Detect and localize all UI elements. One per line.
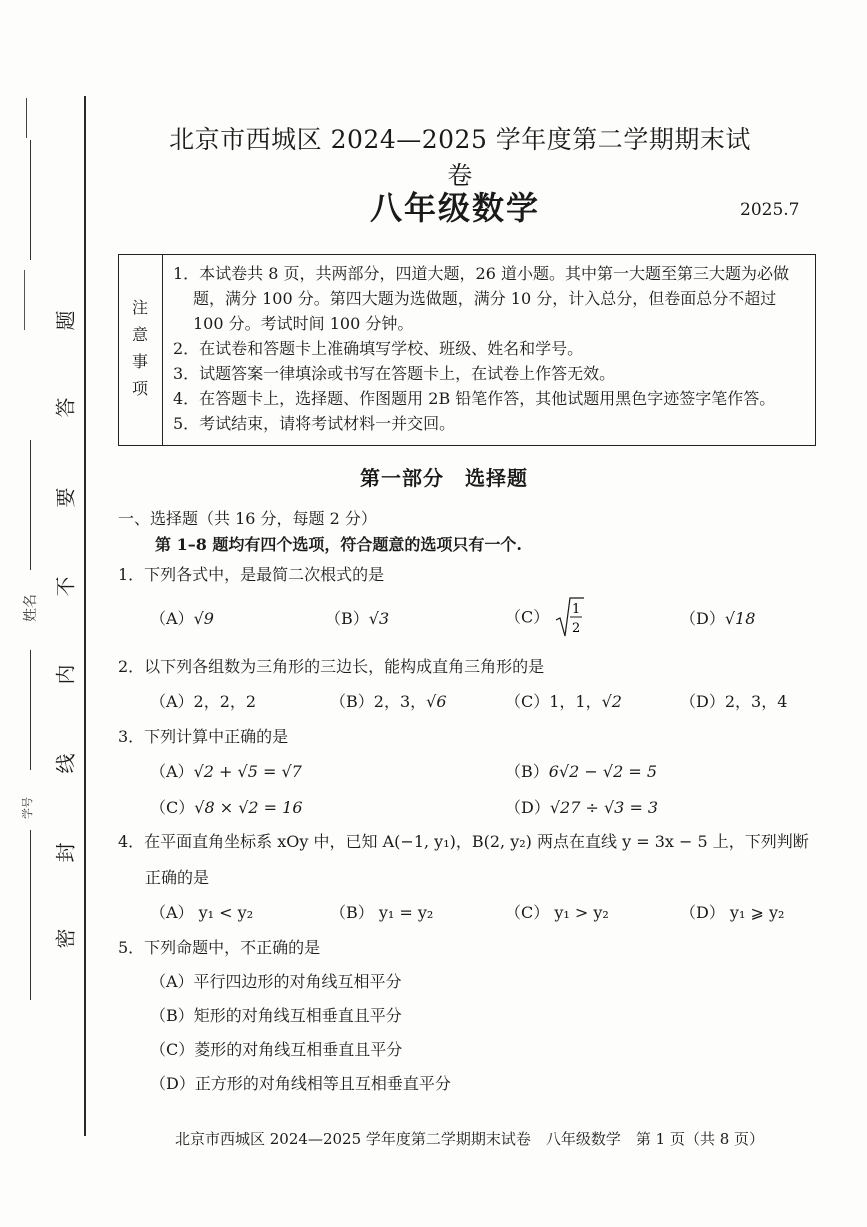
q4-option-a: （A） y₁ < y₂	[150, 903, 254, 922]
section-heading: 一、选择题（共 16 分，每题 2 分）	[118, 509, 377, 528]
seal-char: 密	[53, 928, 78, 949]
q3-option-a: （A）√2 + √5 = √7	[150, 762, 302, 781]
option-label: （D）	[505, 798, 550, 817]
notes-list	[173, 261, 809, 436]
seal-char: 题	[53, 310, 78, 331]
binding-tick	[24, 270, 25, 330]
seal-char: 封	[53, 842, 78, 863]
note-item: 2．在试卷和答题卡上准确填写学校、班级、姓名和学号。	[173, 339, 584, 358]
q3-option-c: （C）√8 × √2 = 16	[150, 798, 303, 817]
note-item: 5．考试结束，请将考试材料一并交回。	[173, 414, 456, 433]
q1-option-d: （D）√18	[680, 609, 756, 628]
notes-box	[118, 254, 816, 446]
note-item: 1．本试卷共 8 页，共两部分，四道大题，26 道小题。其中第一大题至第三大题为必做题，满分 100 分。第四大题为选做题，满分 10 分，计入总分，但卷面总分不超过 100 分。考试时间 100 分钟。	[173, 264, 789, 333]
q5-option-b: （B）矩形的对角线互相垂直且平分	[150, 1006, 402, 1025]
page-footer: 北京市西城区 2024—2025 学年度第二学期期末试卷 八年级数学 第 1 页（共 8 页）	[175, 1130, 765, 1148]
name-label: 姓名	[23, 594, 39, 622]
q5-stem: 5．下列命题中，不正确的是	[118, 938, 321, 957]
q5-option-a: （A）平行四边形的对角线互相平分	[150, 972, 402, 991]
q5-option-d: （D）正方形的对角线相等且互相垂直平分	[150, 1074, 451, 1093]
binding-line	[84, 96, 86, 1136]
q1-option-c	[505, 596, 584, 640]
side-rule	[30, 140, 31, 260]
q2-stem: 2．以下列各组数为三角形的三边长，能构成直角三角形的是	[118, 657, 545, 676]
option-label: （B）	[505, 762, 549, 781]
q1-stem: 1．下列各式中，是最简二次根式的是	[118, 565, 385, 584]
side-rule	[30, 650, 31, 770]
q2-option-b: （B）2，3，√6	[330, 692, 447, 711]
notes-heading	[119, 255, 163, 445]
subject-title: 八年级数学	[370, 189, 541, 227]
option-label: （B）2，3，	[330, 692, 427, 711]
exam-date: 2025.7	[740, 200, 800, 220]
q3-option-b: （B）6√2 − √2 = 5	[505, 762, 658, 781]
seal-char: 不	[53, 576, 78, 597]
seal-char: 答	[53, 397, 78, 418]
q4-option-d: （D） y₁ ⩾ y₂	[680, 903, 785, 922]
seal-char: 内	[53, 664, 78, 685]
section-instruction: 第 1–8 题均有四个选项，符合题意的选项只有一个.	[155, 535, 522, 554]
svg-text:2: 2	[572, 621, 581, 636]
option-label: （C）	[505, 607, 550, 627]
q4-stem: 4．在平面直角坐标系 xOy 中，已知 A(−1, y₁)，B(2, y₂) 两点在直线 y = 3x − 5 上，下列判断	[118, 832, 809, 851]
notes-head-char: 意	[132, 325, 149, 344]
notes-head-char: 项	[132, 379, 149, 398]
q4-option-c: （C） y₁ > y₂	[505, 903, 609, 922]
q3-option-d: （D）√27 ÷ √3 = 3	[505, 798, 659, 817]
side-rule	[30, 830, 31, 1000]
note-item: 3．试题答案一律填涂或书写在答题卡上，在试卷上作答无效。	[173, 364, 616, 383]
option-label: （A）	[150, 762, 194, 781]
part-title: 第一部分 选择题	[360, 466, 528, 490]
svg-text:1: 1	[572, 602, 581, 617]
notes-head-char: 注	[132, 298, 149, 317]
note-item: 4．在答题卡上，选择题、作图题用 2B 铅笔作答，其他试题用黑色字迹签字笔作答。	[173, 389, 776, 408]
option-label: （C）	[150, 798, 195, 817]
id-label: 学号	[21, 797, 34, 819]
q2-option-a: （A）2，2，2	[150, 692, 257, 711]
side-rule	[30, 440, 31, 570]
notes-head-char: 事	[132, 352, 149, 371]
binding-tick	[26, 98, 27, 138]
sqrt-half-formula	[554, 596, 584, 640]
option-label: （C）1，1，	[505, 692, 602, 711]
q2-option-c: （C）1，1，√2	[505, 692, 622, 711]
q1-option-a: （A）√9	[150, 609, 214, 628]
q1-option-b: （B）√3	[325, 609, 390, 628]
option-label: （A）	[150, 609, 194, 628]
exam-title: 北京市西城区 2024—2025 学年度第二学期期末试卷	[169, 125, 751, 190]
option-label: （D）	[680, 609, 725, 628]
seal-char: 要	[53, 487, 78, 508]
q4-option-b: （B） y₁ = y₂	[330, 903, 434, 922]
q2-option-d: （D）2，3，4	[680, 692, 788, 711]
option-label: （B）	[325, 609, 369, 628]
seal-char: 线	[53, 753, 78, 774]
q3-stem: 3．下列计算中正确的是	[118, 727, 289, 746]
q4-stem-cont: 正确的是	[145, 868, 210, 887]
q5-option-c: （C）菱形的对角线互相垂直且平分	[150, 1040, 403, 1059]
